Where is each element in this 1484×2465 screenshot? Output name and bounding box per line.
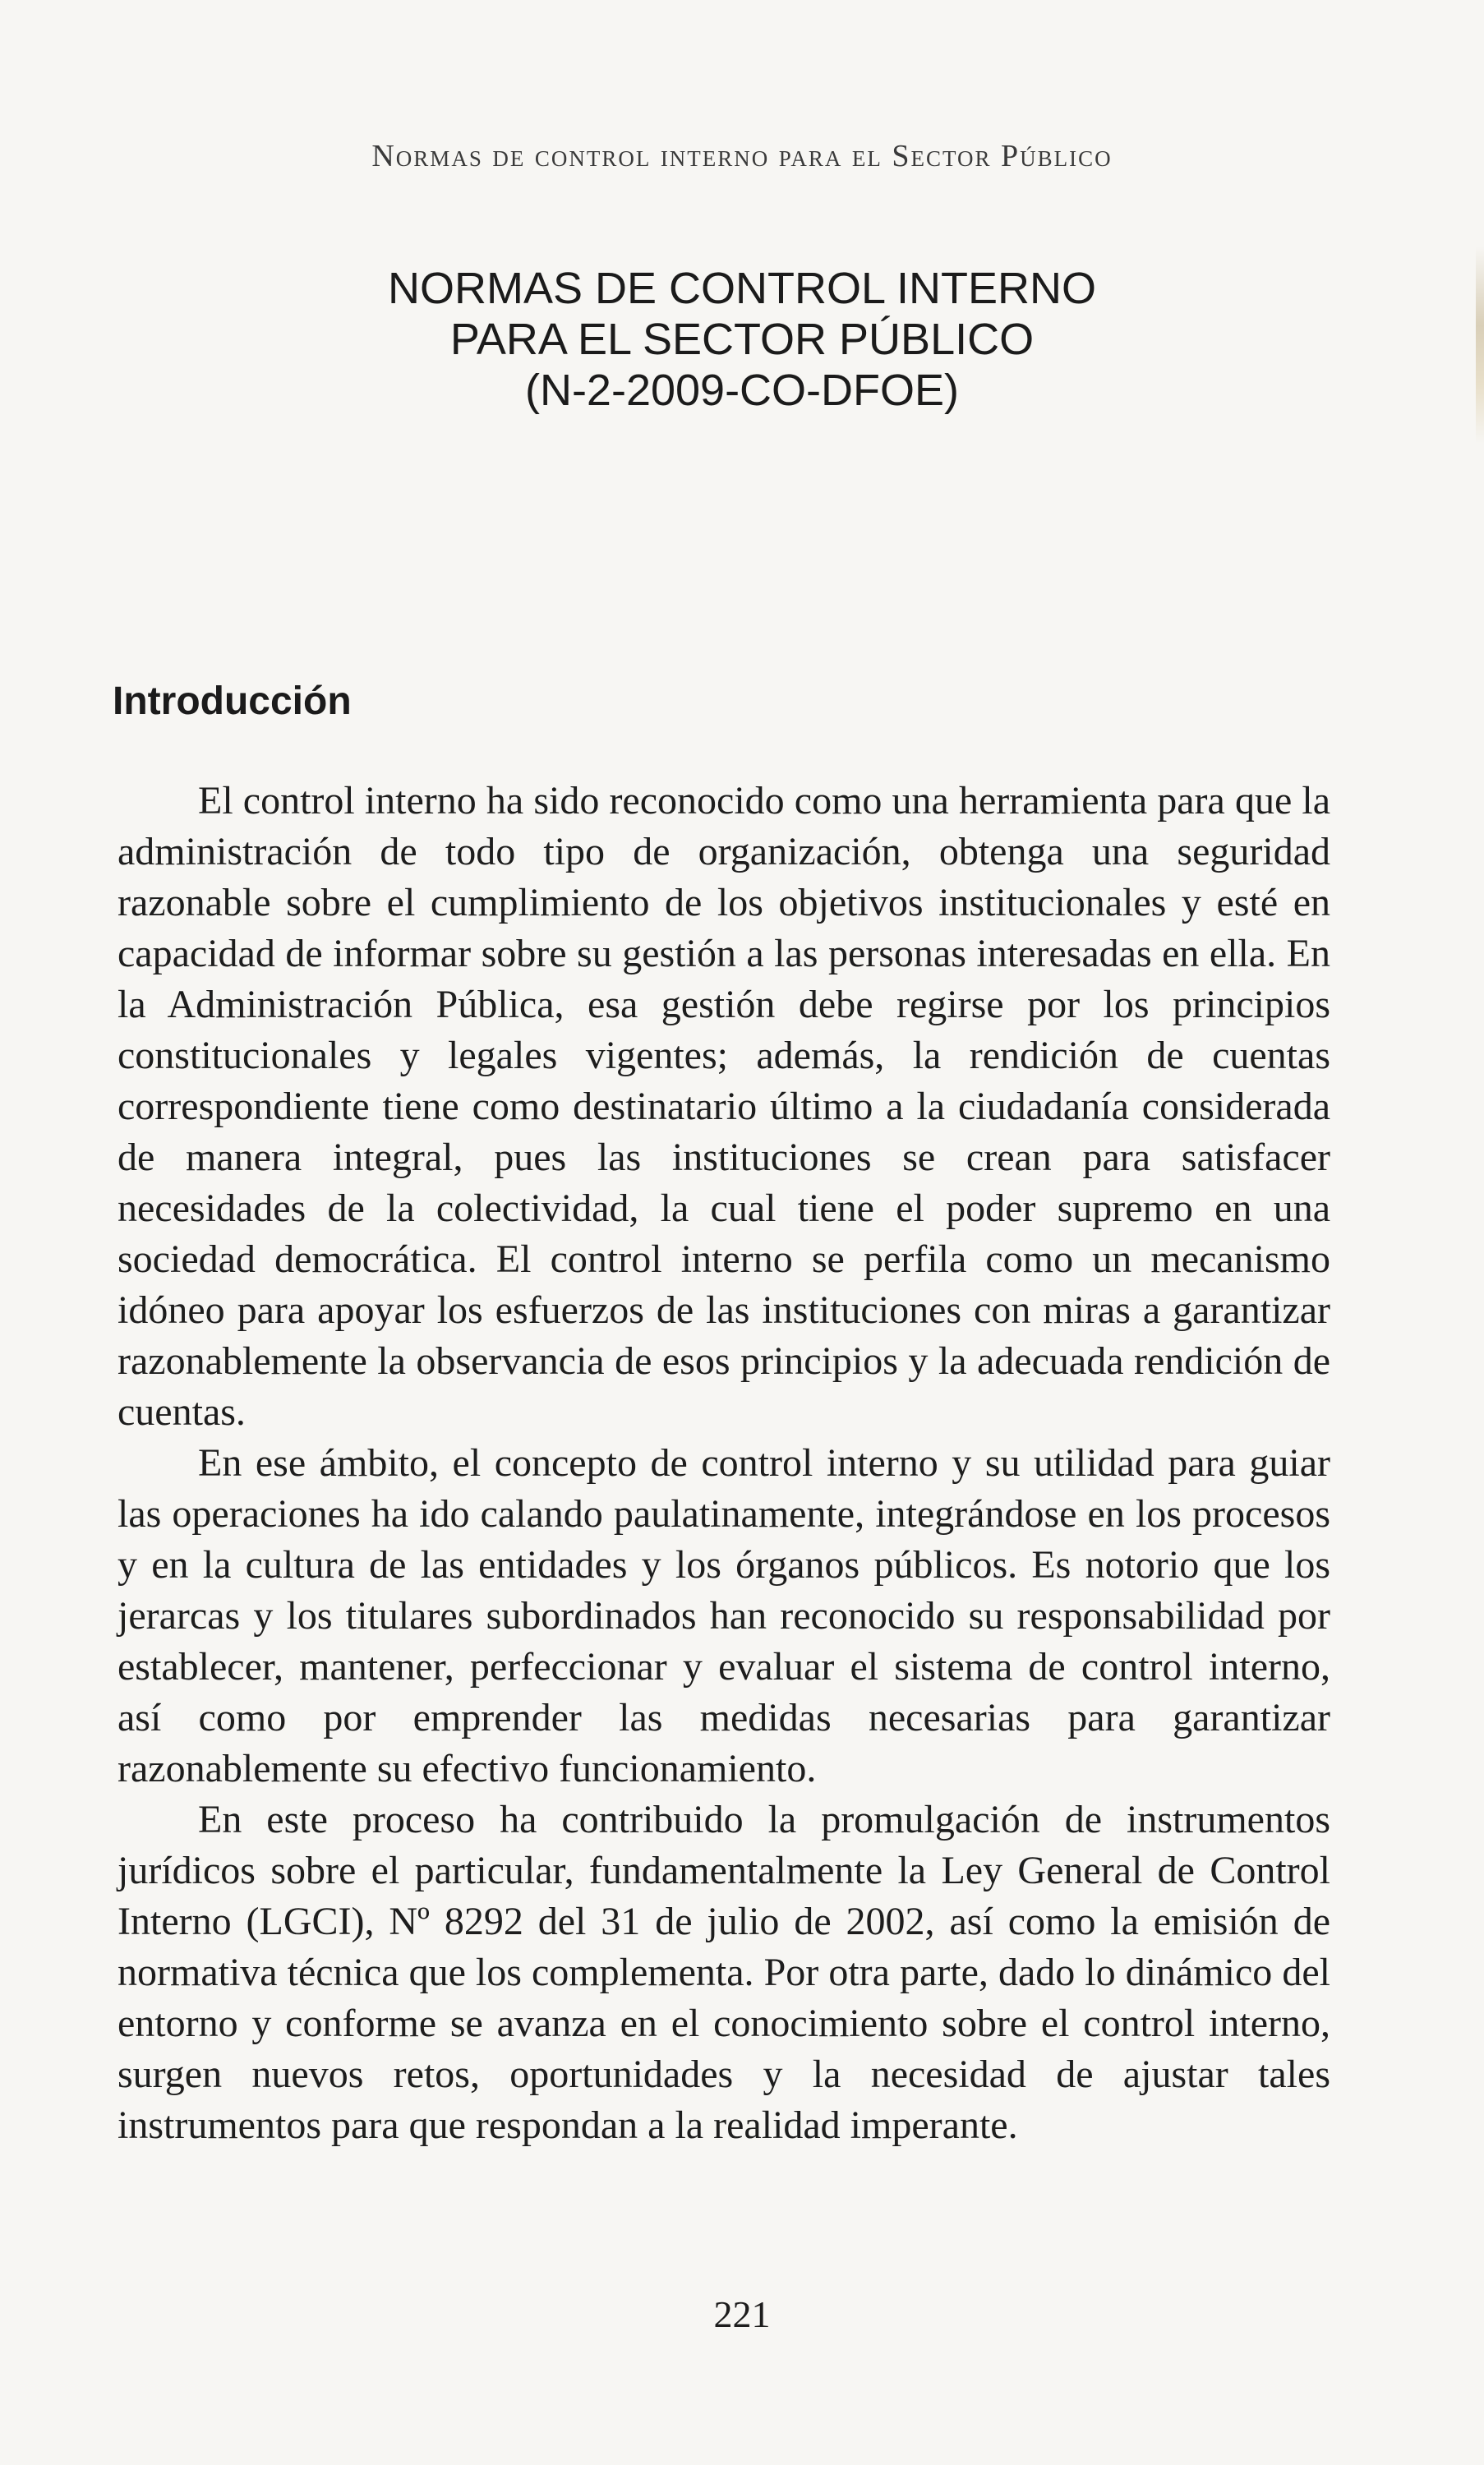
title-line-2: PARA EL SECTOR PÚBLICO: [449, 315, 1035, 364]
page-edge-mark: [1476, 246, 1484, 444]
running-header: Normas de control interno para el Sector Público: [371, 139, 1113, 173]
paragraph: En ese ámbito, el concepto de control interno y su utilidad para guiar las operaciones ha ido calando paulatinamente, integrándose en los procesos y en la cultura de las entidades y los órganos públicos. Es notorio que los jerarcas y los titulares subordinados han reconocido su responsabilidad por establecer, mantener, perfeccionar y evaluar el sistema de control interno, así como por emprender las medidas necesarias para garantizar razonablemente su efectivo funcionamiento.: [118, 1441, 1330, 1790]
paragraph: En este proceso ha contribuido la promulgación de instrumentos jurídicos sobre el particular, fundamentalmente la Ley General de Control Interno (LGCI), Nº 8292 del 31 de julio de 2002, así como la emisión de normativa técnica que los complementa. Por otra parte, dado lo dinámico del entorno y conforme se avanza en el conocimiento sobre el control interno, surgen nuevos retos, oportunidades y la necesidad de ajustar tales instrumentos para que respondan a la realidad imperante.: [118, 1798, 1330, 2147]
page-number: 221: [713, 2293, 771, 2335]
document-title: [0, 263, 1484, 416]
body-text: [118, 776, 1330, 2151]
title-line-1: NORMAS DE CONTROL INTERNO: [387, 264, 1097, 313]
section-heading: Introducción: [113, 680, 352, 723]
title-line-3: (N-2-2009-CO-DFOE): [524, 366, 960, 415]
paragraph: El control interno ha sido reconocido como una herramienta para que la administración de todo tipo de organización, obtenga una seguridad razonable sobre el cumplimiento de los objetivos institucionales y esté en capacidad de informar sobre su gestión a las personas interesadas en ella. En la Administración Pública, esa gestión debe regirse por los principios constitucionales y legales vigentes; además, la rendición de cuentas correspondiente tiene como destinatario último a la ciudadanía considerada de manera integral, pues las instituciones se crean para satisfacer necesidades de la colectividad, la cual tiene el poder supremo en una sociedad democrática. El control interno se perfila como un mecanismo idóneo para apoyar los esfuerzos de las instituciones con miras a garantizar razonablemente la observancia de esos principios y la adecuada rendición de cuentas.: [118, 779, 1330, 1434]
